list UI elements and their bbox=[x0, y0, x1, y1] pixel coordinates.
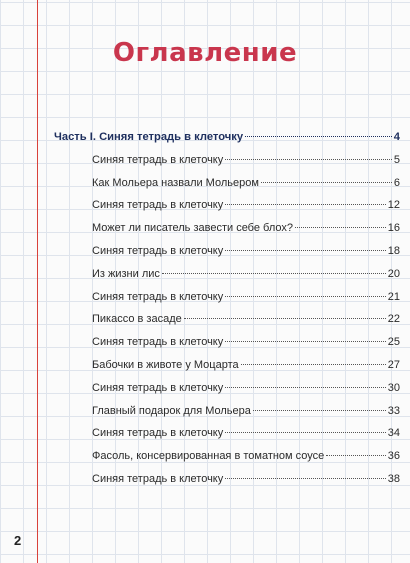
page-title: Оглавление bbox=[112, 38, 298, 68]
dot-leader bbox=[162, 273, 386, 274]
toc-entry-label: Синяя тетрадь в клеточку bbox=[92, 427, 224, 440]
toc-entry-page: 30 bbox=[387, 381, 400, 394]
toc-entry[interactable] bbox=[54, 154, 400, 177]
toc-entry-page: 18 bbox=[387, 244, 400, 257]
toc-entry-page: 6 bbox=[393, 176, 400, 189]
toc-entry[interactable] bbox=[54, 450, 400, 473]
dot-leader bbox=[225, 204, 386, 205]
toc-entry-label: Как Мольера назвали Мольером bbox=[92, 176, 259, 189]
toc-entry[interactable] bbox=[54, 382, 400, 405]
toc-entry[interactable] bbox=[54, 313, 400, 336]
toc-entry-label: Бабочки в животе у Моцарта bbox=[92, 358, 239, 371]
dot-leader bbox=[225, 296, 386, 297]
toc-entry-page: 12 bbox=[387, 199, 400, 212]
toc-entry[interactable] bbox=[54, 177, 400, 200]
toc-entry-page: 34 bbox=[387, 427, 400, 440]
page-number: 2 bbox=[14, 533, 22, 548]
toc-entry-page: 27 bbox=[387, 358, 400, 371]
toc-entry-page: 22 bbox=[387, 313, 400, 326]
toc-entry[interactable] bbox=[54, 199, 400, 222]
toc-entry[interactable] bbox=[54, 405, 400, 428]
dot-leader bbox=[241, 364, 386, 365]
toc-entry[interactable] bbox=[54, 268, 400, 291]
toc-entry-label: Синяя тетрадь в клеточку bbox=[92, 472, 224, 485]
dot-leader bbox=[261, 182, 392, 183]
toc-entry-page: 21 bbox=[387, 290, 400, 303]
table-of-contents bbox=[54, 131, 400, 496]
toc-entry-label: Синяя тетрадь в клеточку bbox=[92, 244, 224, 257]
toc-entry[interactable] bbox=[54, 222, 400, 245]
toc-entry-label: Главный подарок для Мольера bbox=[92, 404, 251, 417]
toc-entry-page: 25 bbox=[387, 336, 400, 349]
toc-entry[interactable] bbox=[54, 336, 400, 359]
toc-part-page: 4 bbox=[393, 131, 400, 143]
toc-entry[interactable] bbox=[54, 245, 400, 268]
toc-entry[interactable] bbox=[54, 291, 400, 314]
toc-entry-label: Синяя тетрадь в клеточку bbox=[92, 290, 224, 303]
dot-leader bbox=[225, 341, 386, 342]
toc-entry-label: Синяя тетрадь в клеточку bbox=[92, 336, 224, 349]
margin-line bbox=[37, 0, 38, 563]
toc-entry-label: Из жизни лис bbox=[92, 267, 160, 280]
toc-entry-label: Пикассо в засаде bbox=[92, 313, 182, 326]
toc-entry-label: Синяя тетрадь в клеточку bbox=[92, 153, 224, 166]
toc-part-label: Часть I. Синяя тетрадь в клеточку bbox=[54, 131, 244, 143]
dot-leader bbox=[326, 455, 385, 456]
toc-entry-label: Может ли писатель завести себе блох? bbox=[92, 222, 293, 235]
toc-entry-page: 33 bbox=[387, 404, 400, 417]
toc-entry-page: 20 bbox=[387, 267, 400, 280]
dot-leader bbox=[225, 250, 386, 251]
dot-leader bbox=[253, 410, 386, 411]
dot-leader bbox=[295, 227, 386, 228]
toc-entry-page: 36 bbox=[387, 450, 400, 463]
toc-part-entry[interactable] bbox=[54, 131, 400, 154]
toc-entry-page: 16 bbox=[387, 222, 400, 235]
dot-leader bbox=[225, 159, 392, 160]
dot-leader bbox=[184, 318, 386, 319]
dot-leader bbox=[225, 432, 386, 433]
toc-entry-label: Фасоль, консервированная в томатном соусе bbox=[92, 450, 325, 463]
toc-entry[interactable] bbox=[54, 427, 400, 450]
toc-entry-page: 5 bbox=[393, 153, 400, 166]
toc-entry-page: 38 bbox=[387, 472, 400, 485]
toc-entry[interactable] bbox=[54, 473, 400, 496]
toc-entry-label: Синяя тетрадь в клеточку bbox=[92, 381, 224, 394]
toc-entry-label: Синяя тетрадь в клеточку bbox=[92, 199, 224, 212]
dot-leader bbox=[225, 478, 386, 479]
toc-entry[interactable] bbox=[54, 359, 400, 382]
dot-leader bbox=[225, 387, 386, 388]
dot-leader bbox=[245, 136, 392, 137]
